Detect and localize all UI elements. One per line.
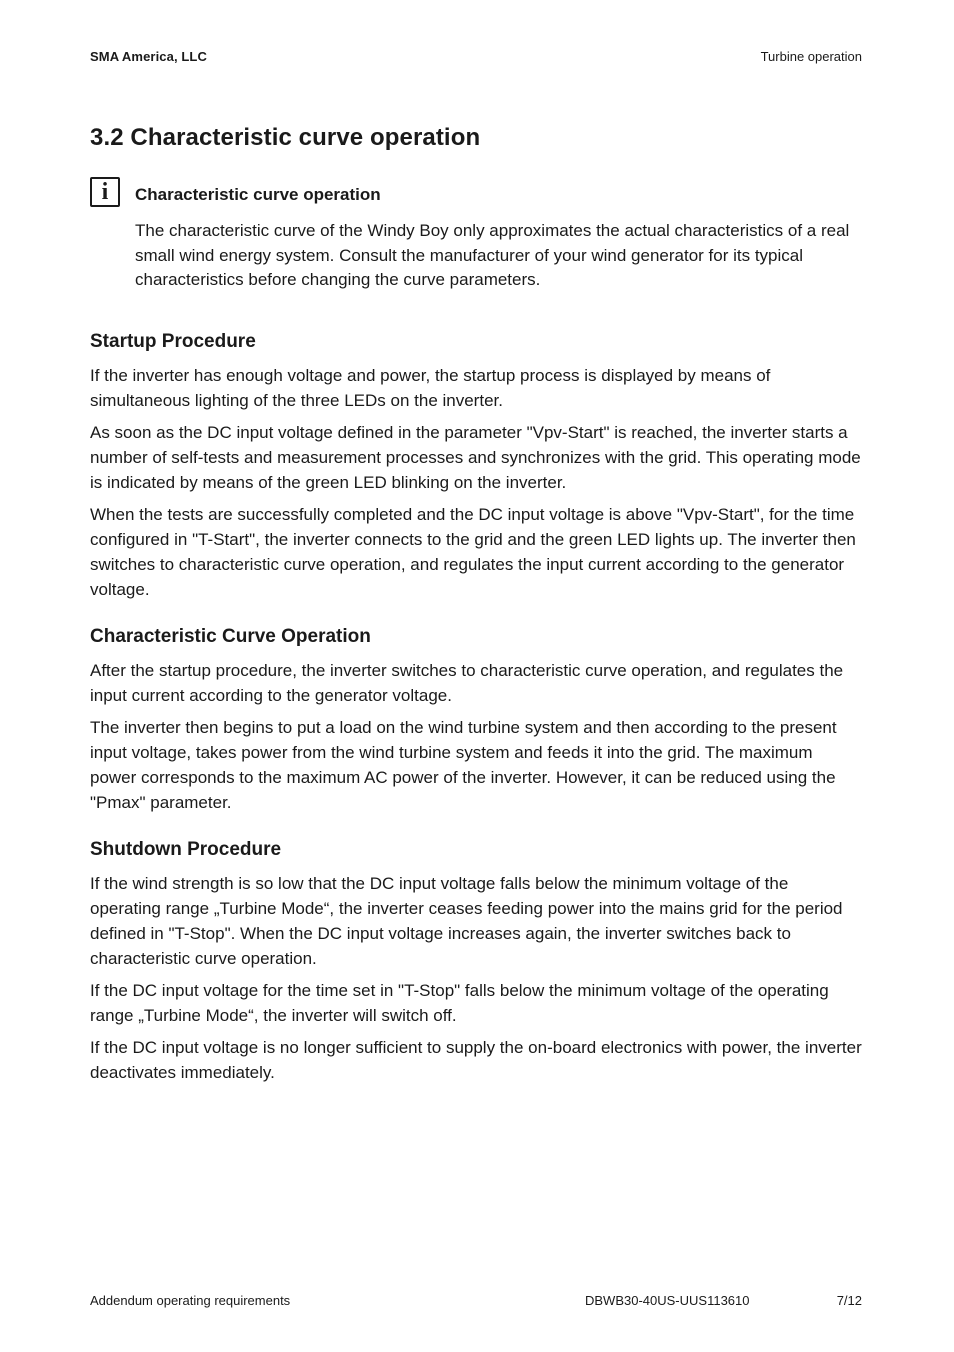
paragraph: If the inverter has enough voltage and power, the startup process is displayed by means of simultaneous lighting of the three LEDs on the inverter. [90, 366, 771, 410]
section-characteristic-curve-operation [90, 624, 862, 815]
paragraph: If the wind strength is so low that the DC input voltage falls below the minimum voltage of the operating range „Turbine Mode“, the inverter ceases feeding power into the mains grid for the period defined in "T-Stop". When the DC input voltage increases again, the inverter switches back to characteristic curve operation. [90, 874, 843, 968]
section-heading: Characteristic Curve Operation [90, 626, 371, 647]
header-company: SMA America, LLC [90, 49, 207, 64]
notice-body: The characteristic curve of the Windy Boy only approximates the actual characteristics of a real small wind energy system. Consult the manufacturer of your wind generator for its typical characteristics before changing the curve parameters. [135, 221, 850, 290]
paragraph: If the DC input voltage is no longer sufficient to supply the on-board electronics with power, the inverter deactivates immediately. [90, 1038, 862, 1082]
paragraph: The inverter then begins to put a load on the wind turbine system and then according to the present input voltage, takes power from the wind turbine system and feeds it into the grid. The maximum power corresponds to the maximum AC power of the inverter. However, it can be reduced using the "Pmax" parameter. [90, 718, 837, 812]
section-heading: Startup Procedure [90, 331, 256, 352]
info-icon: i [90, 177, 120, 207]
paragraph: If the DC input voltage for the time set in "T-Stop" falls below the minimum voltage of the operating range „Turbine Mode“, the inverter will switch off. [90, 981, 829, 1025]
header-chapter: Turbine operation [760, 49, 862, 64]
paragraph: After the startup procedure, the inverter switches to characteristic curve operation, and regulates the input current according to the generator voltage. [90, 661, 844, 705]
section-shutdown-procedure [90, 837, 862, 1085]
info-notice [135, 185, 865, 293]
paragraph: As soon as the DC input voltage defined in the parameter "Vpv-Start" is reached, the inverter starts a number of self-tests and measurement processes and synchronizes with the grid. This operating mode is indicated by means of the green LED blinking on the inverter. [90, 423, 861, 492]
notice-title: Characteristic curve operation [135, 185, 381, 204]
footer-doc-title: Addendum operating requirements [90, 1293, 291, 1308]
section-heading: Shutdown Procedure [90, 839, 282, 860]
footer-page-number: 7/12 [836, 1293, 862, 1308]
paragraph: When the tests are successfully completed and the DC input voltage is above "Vpv-Start", for the time configured in "T-Start", the inverter connects to the grid and the green LED lights up. The inverter then switches to characteristic curve operation, and regulates the input current according to the generator voltage. [90, 505, 856, 599]
footer-doc-code: DBWB30-40US-UUS113610 [585, 1293, 750, 1308]
main-content [90, 329, 862, 1107]
section-startup-procedure [90, 329, 862, 602]
section-title: 3.2 Characteristic curve operation [90, 124, 481, 151]
